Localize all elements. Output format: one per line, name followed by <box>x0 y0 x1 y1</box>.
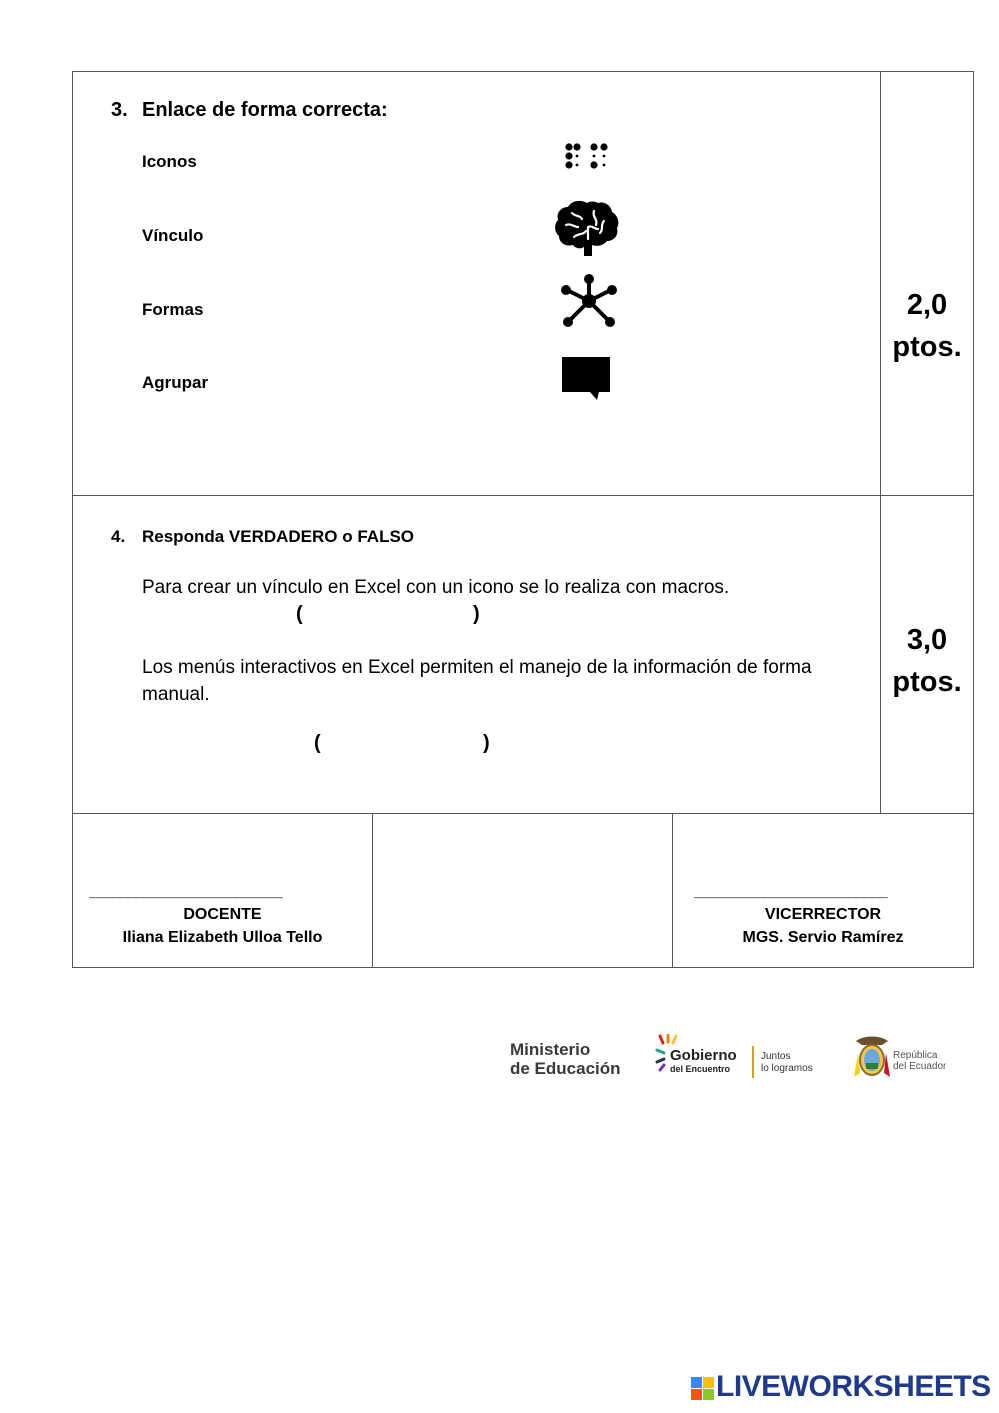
gobierno-sub: del Encuentro <box>670 1064 731 1074</box>
question4-number: 4. <box>111 527 126 546</box>
ecuador-coat-of-arms-icon <box>852 1033 892 1079</box>
statement-1-answer-field[interactable] <box>310 603 470 629</box>
vicerrector-role: VICERRECTOR <box>764 906 882 923</box>
question3-points-value: 2,0 <box>906 289 948 321</box>
match-item-vinculo: Vínculo <box>142 226 204 245</box>
ministry-line1: Ministerio <box>510 1040 591 1059</box>
match-item-iconos: Iconos <box>142 152 197 171</box>
statement-2-answer-field[interactable] <box>328 732 480 758</box>
question4-points-unit: ptos. <box>892 666 962 698</box>
question3-title: Enlace de forma correcta: <box>142 99 388 121</box>
gobierno-slogan-1: Juntos <box>761 1051 791 1062</box>
gobierno-word: Gobierno <box>670 1047 737 1064</box>
ministry-line2: de Educación <box>510 1059 621 1078</box>
speech-bubble-icon[interactable] <box>561 355 611 401</box>
statement-2-answer-open: ( <box>314 732 321 754</box>
question3-points-unit: ptos. <box>892 331 962 363</box>
republica-line2: del Ecuador <box>893 1061 947 1072</box>
question4-points-value: 3,0 <box>906 624 948 656</box>
match-item-agrupar: Agrupar <box>142 373 209 392</box>
statement-1-answer-close: ) <box>473 603 480 625</box>
signature-divider-1 <box>372 813 373 968</box>
liveworksheets-brand: LIVEWORKSHEETS <box>716 1370 991 1403</box>
gobierno-separator <box>752 1046 754 1078</box>
vicerrector-signature-line: _________________________ <box>694 883 887 900</box>
question4-points <box>881 619 973 703</box>
docente-name: Iliana Elizabeth Ulloa Tello <box>122 929 323 946</box>
gobierno-slogan-2: lo logramos <box>761 1063 813 1074</box>
statement-2-answer-close: ) <box>483 732 490 754</box>
docente-role: DOCENTE <box>183 906 262 923</box>
liveworksheets-badge-icon <box>691 1377 715 1401</box>
statement-1: Para crear un vínculo en Excel con un icono se lo realiza con macros. <box>142 577 730 598</box>
brain-icon[interactable] <box>554 199 620 257</box>
gobierno-slogan <box>761 1051 813 1075</box>
docente-signature-line: _________________________ <box>89 883 282 900</box>
vicerrector-name: MGS. Servio Ramírez <box>742 929 904 946</box>
match-item-formas: Formas <box>142 300 204 319</box>
statement-1-answer-open: ( <box>296 603 303 625</box>
question3-frame <box>72 71 974 496</box>
network-hub-icon[interactable] <box>560 274 618 328</box>
question4-title: Responda VERDADERO o FALSO <box>142 527 415 546</box>
statement-2: Los menús interactivos en Excel permiten el manejo de la información de forma manual. <box>142 657 812 705</box>
question3-points <box>881 284 973 368</box>
republica-logo <box>893 1050 946 1072</box>
ministry-logo <box>510 1040 621 1078</box>
gobierno-logo <box>670 1048 737 1074</box>
liveworksheets-badge: LIVE <box>691 1404 702 1410</box>
republica-line1: República <box>893 1050 938 1061</box>
braille-icon[interactable] <box>564 142 612 170</box>
question3-number: 3. <box>111 99 128 121</box>
